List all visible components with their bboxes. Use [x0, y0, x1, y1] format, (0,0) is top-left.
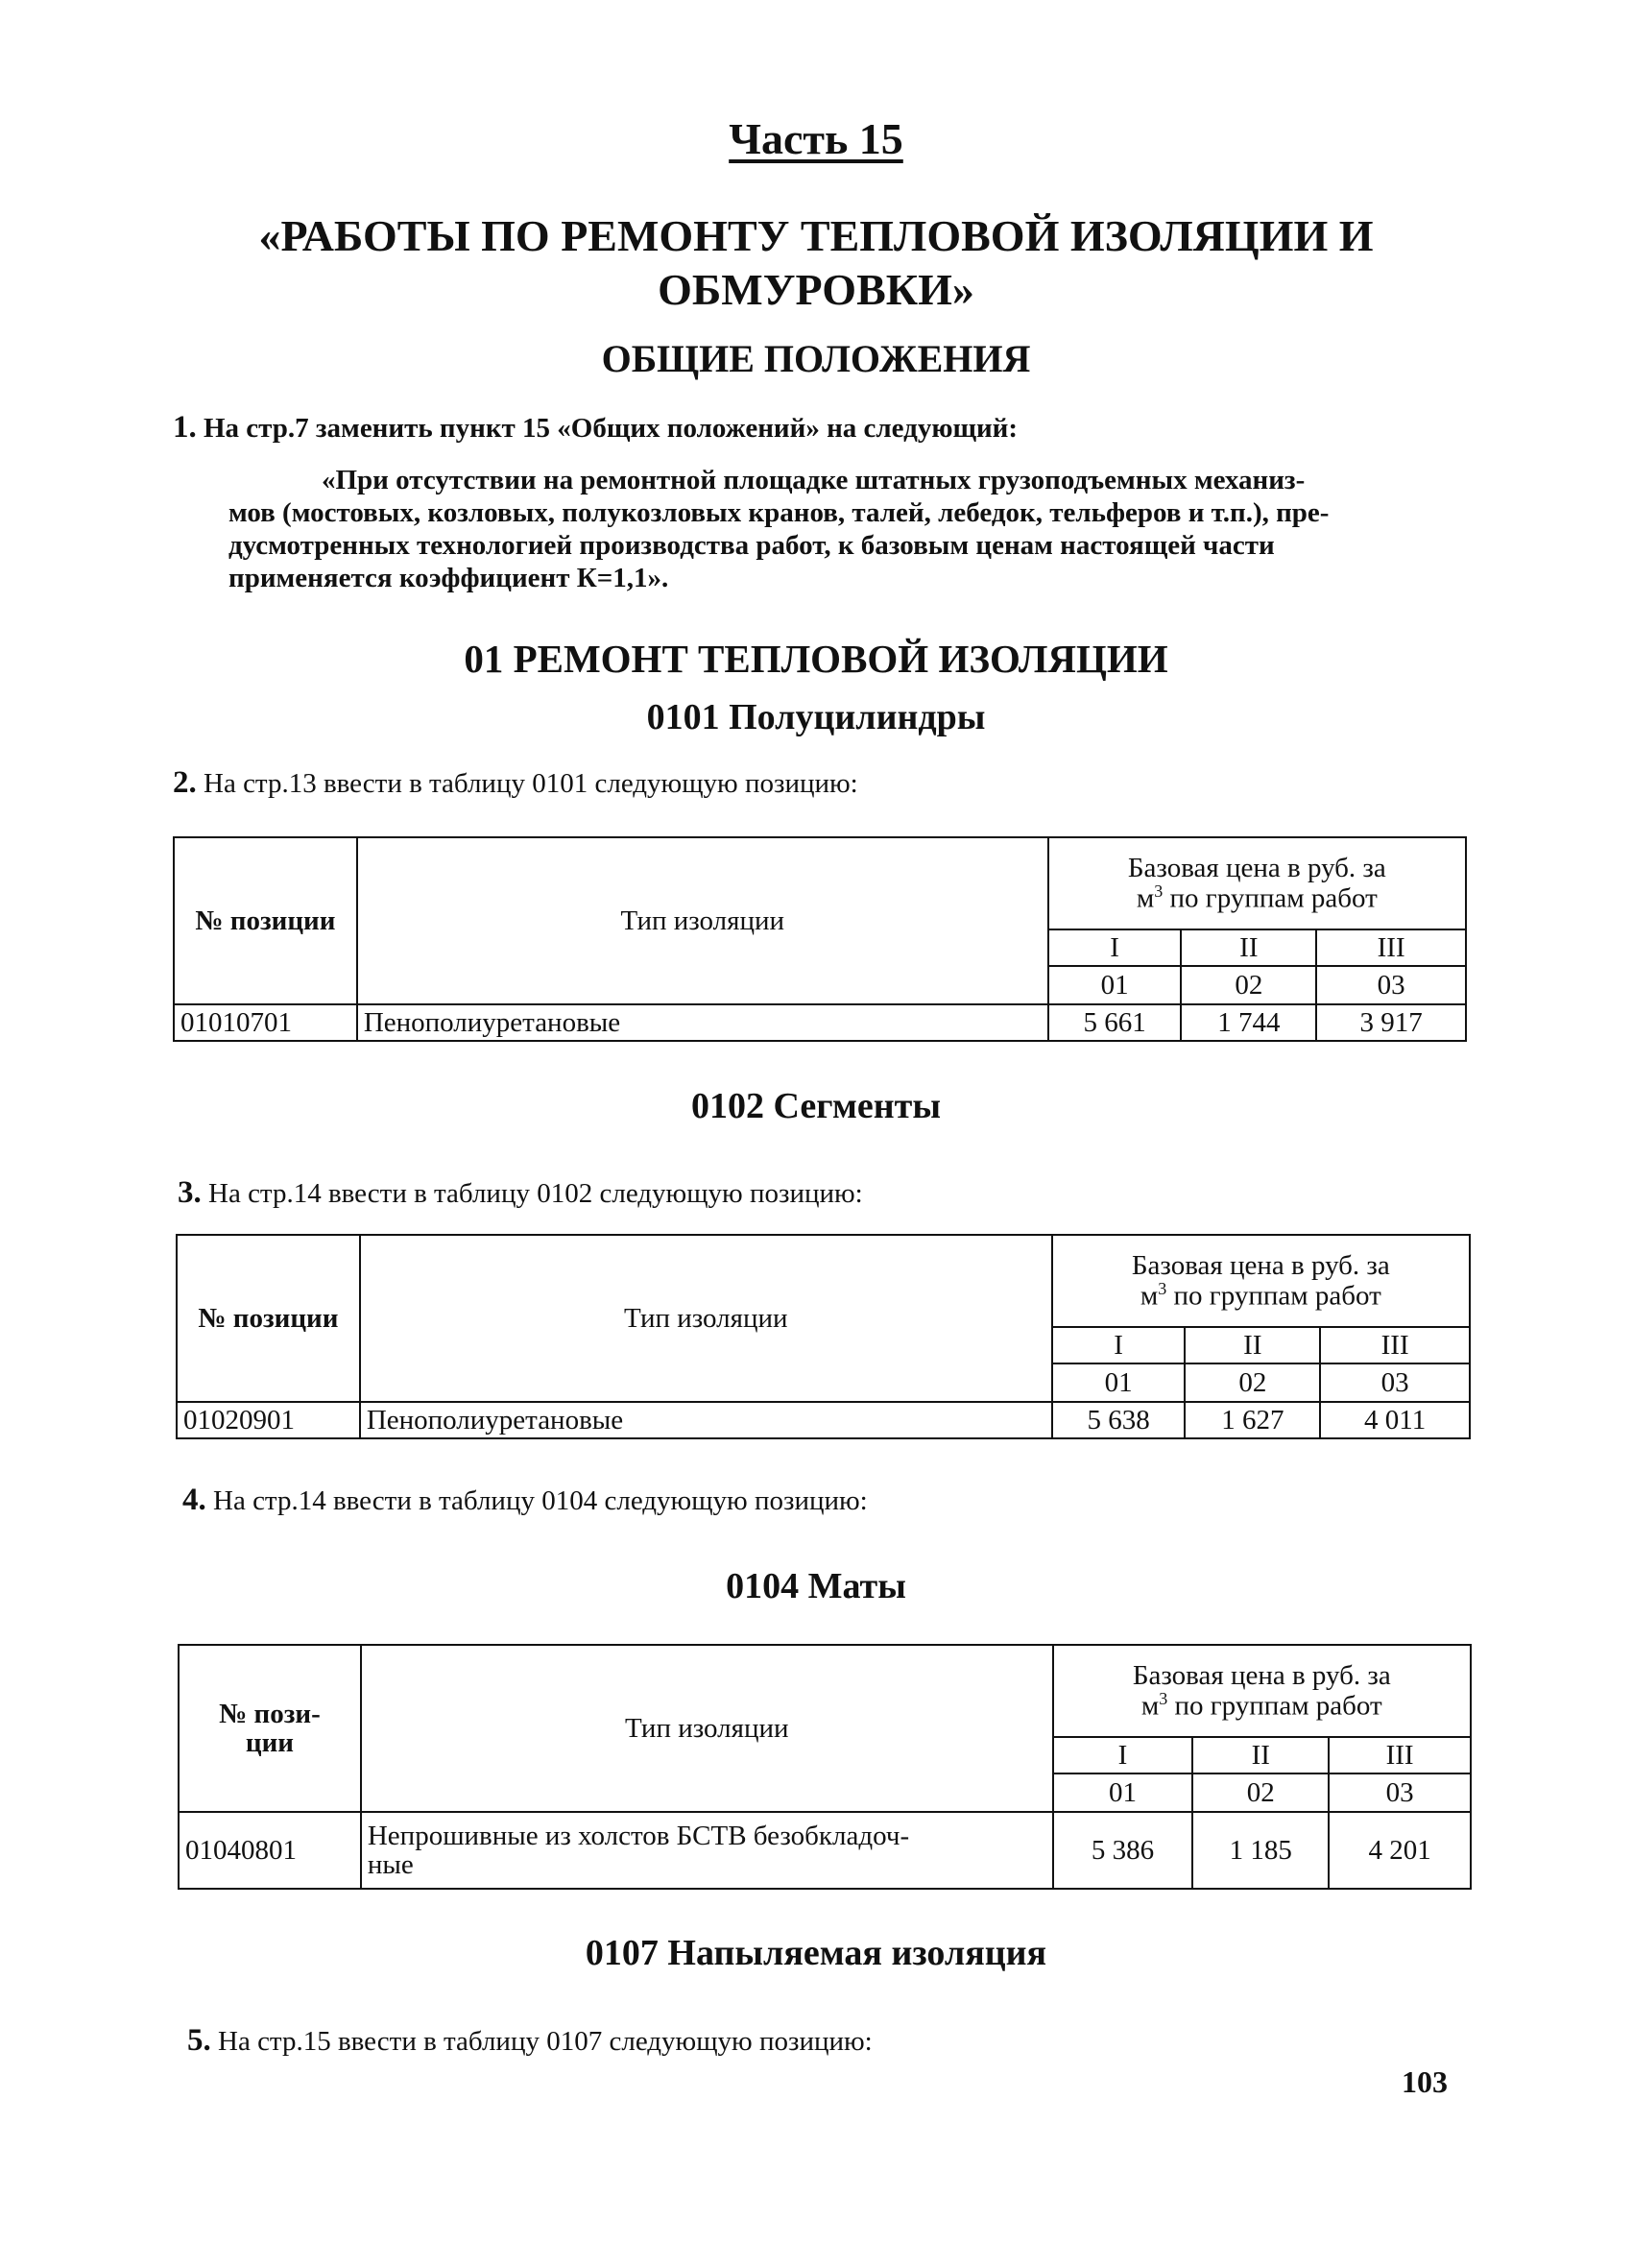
price-value: 5 386 [1053, 1812, 1193, 1889]
item-5 [187, 2024, 873, 2058]
subsection-0101-heading: 0101 Полуцилиндры [646, 697, 986, 737]
header-insulation-type: Тип изоляции [360, 1235, 1052, 1402]
item-number: 2. [173, 765, 197, 800]
table-0101 [173, 836, 1467, 1042]
header-position: № позиции [174, 837, 357, 1004]
quote-block [228, 464, 1457, 594]
price-value: 1 185 [1192, 1812, 1329, 1889]
group-code: 01 [1053, 1773, 1193, 1812]
item-3 [178, 1176, 863, 1210]
group-header: II [1192, 1737, 1329, 1773]
subsection-0102-heading: 0102 Сегменты [690, 1086, 941, 1126]
header-base-price: Базовая цена в руб. за $м^3$ по группам работ [1052, 1235, 1470, 1327]
group-code: 01 [1052, 1363, 1186, 1402]
group-code: 03 [1329, 1773, 1471, 1812]
header-insulation-type: Тип изоляции [357, 837, 1048, 1004]
header-base-price: Базовая цена в руб. за $м^3$ по группам работ [1053, 1645, 1471, 1737]
item-number: 4. [182, 1483, 206, 1517]
subsection-0107-heading: 0107 Напыляемая изоляция [585, 1933, 1047, 1973]
main-title-line-1: «РАБОТЫ ПО РЕМОНТУ ТЕПЛОВОЙ ИЗОЛЯЦИИ И [258, 211, 1374, 260]
group-header: II [1181, 929, 1316, 966]
group-header: III [1320, 1327, 1470, 1363]
table-row [177, 1402, 1470, 1438]
item-number: 3. [178, 1175, 202, 1210]
item-number: 1. [173, 410, 197, 445]
subsection-0104-heading: 0104 Маты [726, 1566, 906, 1606]
insulation-type: Пенополиуретановые [357, 1004, 1048, 1041]
part-title: Часть 15 [729, 114, 903, 163]
price-value: 3 917 [1316, 1004, 1466, 1041]
price-value: 1 744 [1181, 1004, 1316, 1041]
position-code: 01040801 [179, 1812, 361, 1889]
price-value: 4 011 [1320, 1402, 1470, 1438]
price-value: 5 661 [1048, 1004, 1182, 1041]
price-value: 4 201 [1329, 1812, 1471, 1889]
section-heading: 01 РЕМОНТ ТЕПЛОВОЙ ИЗОЛЯЦИИ [464, 637, 1168, 681]
position-code: 01020901 [177, 1402, 360, 1438]
header-base-price: Базовая цена в руб. за $м^3$ по группам работ [1048, 837, 1466, 929]
item-text: На стр.13 ввести в таблицу 0101 следующую позицию: [204, 768, 858, 799]
item-text: На стр.14 ввести в таблицу 0104 следующую позицию: [213, 1485, 868, 1516]
general-provisions-heading: ОБЩИЕ ПОЛОЖЕНИЯ [601, 337, 1031, 380]
insulation-type: Пенополиуретановые [360, 1402, 1052, 1438]
table-row [174, 1004, 1466, 1041]
group-code: 02 [1192, 1773, 1329, 1812]
table-0102 [176, 1234, 1471, 1439]
header-insulation-type: Тип изоляции [361, 1645, 1053, 1812]
table-row [179, 1812, 1471, 1889]
item-text: На стр.15 ввести в таблицу 0107 следующую позицию: [218, 2026, 873, 2057]
position-code: 01010701 [174, 1004, 357, 1041]
group-header: II [1185, 1327, 1320, 1363]
item-number: 5. [187, 2023, 211, 2058]
group-code: 02 [1181, 966, 1316, 1004]
item-text: На стр.7 заменить пункт 15 «Общих положений» на следующий: [204, 413, 1019, 444]
main-title-line-2: ОБМУРОВКИ» [658, 265, 974, 314]
group-header: III [1316, 929, 1466, 966]
item-4 [182, 1484, 868, 1517]
quote-line: «При отсутствии на ремонтной площадке штатных грузоподъемных механиз- [322, 465, 1306, 495]
main-title [0, 209, 1632, 317]
group-header: I [1053, 1737, 1193, 1773]
header-position: № позиции [177, 1235, 360, 1402]
item-text: На стр.14 ввести в таблицу 0102 следующую позицию: [208, 1178, 863, 1209]
quote-line: дусмотренных технологией производства работ, к базовым ценам настоящей части [228, 530, 1275, 561]
table-0104 [178, 1644, 1472, 1890]
group-code: 03 [1316, 966, 1466, 1004]
quote-line: применяется коэффициент К=1,1». [228, 563, 669, 593]
quote-line: мов (мостовых, козловых, полукозловых кранов, талей, лебедок, тельферов и т.п.), пре- [228, 497, 1330, 528]
page-number: 103 [1402, 2064, 1448, 2099]
item-2 [173, 766, 858, 800]
price-value: 1 627 [1185, 1402, 1320, 1438]
insulation-type: Непрошивные из холстов БСТВ безобкладоч- ные [361, 1812, 1053, 1889]
group-code: 02 [1185, 1363, 1320, 1402]
group-code: 01 [1048, 966, 1182, 1004]
item-1 [173, 411, 1018, 445]
group-header: I [1052, 1327, 1186, 1363]
group-header: III [1329, 1737, 1471, 1773]
header-position: № пози- ции [179, 1645, 361, 1812]
group-code: 03 [1320, 1363, 1470, 1402]
price-value: 5 638 [1052, 1402, 1186, 1438]
group-header: I [1048, 929, 1182, 966]
